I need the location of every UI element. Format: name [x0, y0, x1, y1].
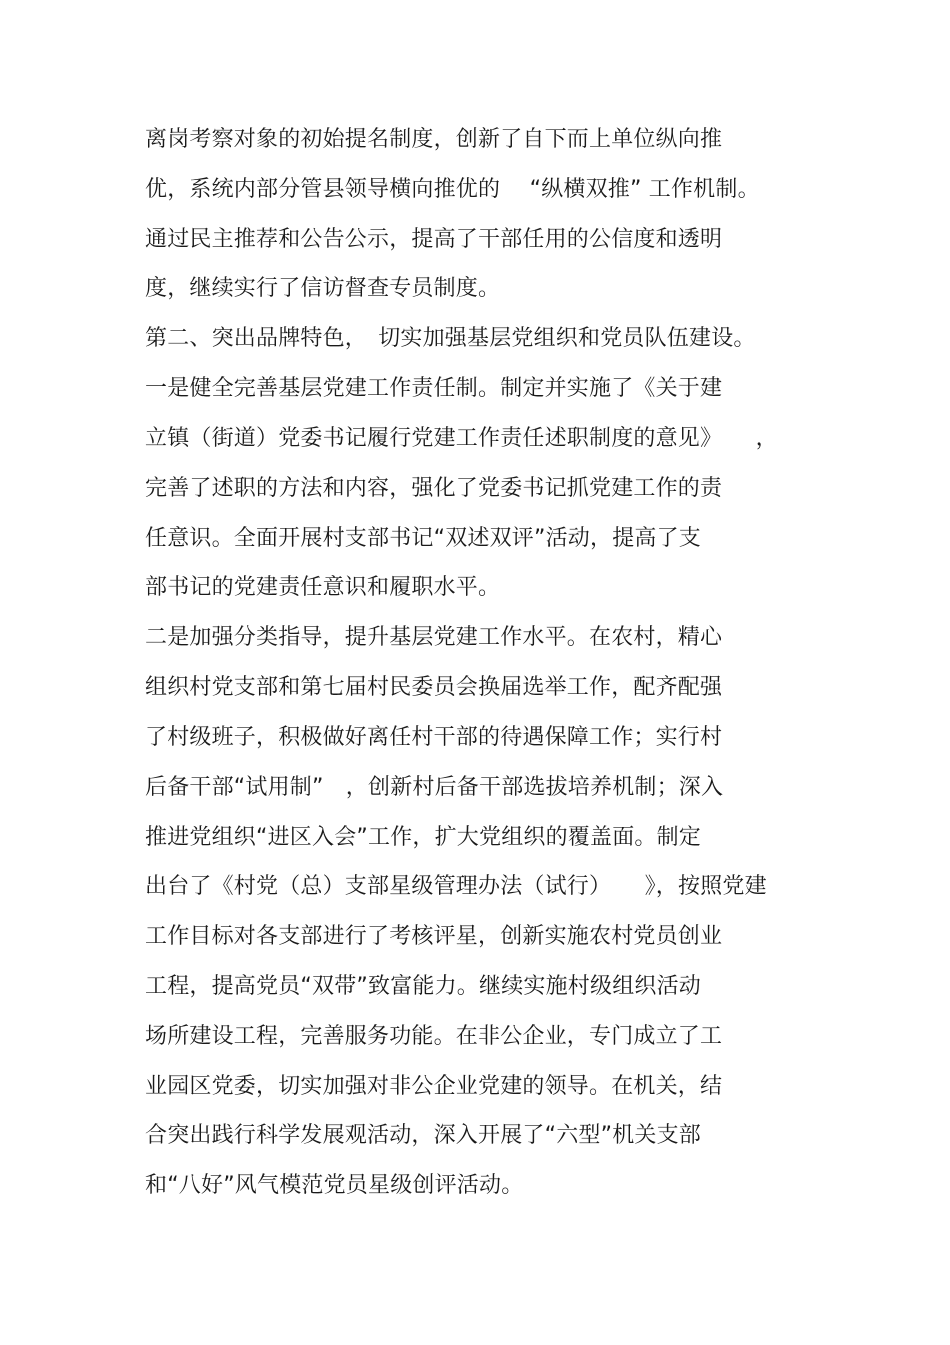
- text-line: 二是加强分类指导，提升基层党建工作水平。在农村，精心: [145, 625, 723, 650]
- text-line: 工程，提高党员“双带”致富能力。继续实施村级组织活动: [145, 974, 701, 999]
- text-line: 一是健全完善基层党建工作责任制。制定并实施了《关于建: [145, 376, 723, 401]
- text-line: 推进党组织“进区入会”工作，扩大党组织的覆盖面。制定: [145, 825, 701, 850]
- text-line: 部书记的党建责任意识和履职水平。: [145, 575, 501, 600]
- text-line: 业园区党委，切实加强对非公企业党建的领导。在机关，结: [145, 1074, 723, 1099]
- text-line: 优，系统内部分管县领导横向推优的 “纵横双推” 工作机制。: [145, 177, 760, 202]
- text-line: 完善了述职的方法和内容，强化了党委书记抓党建工作的责: [145, 476, 723, 501]
- text-line: 工作目标对各支部进行了考核评星，创新实施农村党员创业: [145, 924, 723, 949]
- section-heading: 第二、突出品牌特色， 切实加强基层党组织和党员队伍建设。: [145, 326, 756, 351]
- text-line: 任意识。全面开展村支部书记“双述双评”活动，提高了支: [145, 526, 701, 551]
- text-line: 立镇（街道）党委书记履行党建工作责任述职制度的意见》 ，: [145, 426, 778, 451]
- text-line: 通过民主推荐和公告公示，提高了干部任用的公信度和透明: [145, 227, 723, 252]
- text-line: 后备干部“试用制” ，创新村后备干部选拔培养机制；深入: [145, 775, 724, 800]
- text-line: 组织村党支部和第七届村民委员会换届选举工作，配齐配强: [145, 675, 723, 700]
- text-line: 场所建设工程，完善服务功能。在非公企业，专门成立了工: [145, 1024, 723, 1049]
- text-line: 出台了《村党（总）支部星级管理办法（试行） 》，按照党建: [145, 874, 767, 899]
- text-line: 度，继续实行了信访督查专员制度。: [145, 276, 501, 301]
- text-line: 离岗考察对象的初始提名制度，创新了自下而上单位纵向推: [145, 127, 723, 152]
- text-line: 合突出践行科学发展观活动，深入开展了“六型”机关支部: [145, 1123, 701, 1148]
- text-line: 了村级班子，积极做好离任村干部的待遇保障工作；实行村: [145, 725, 723, 750]
- text-line: 和“八好”风气模范党员星级创评活动。: [145, 1173, 524, 1198]
